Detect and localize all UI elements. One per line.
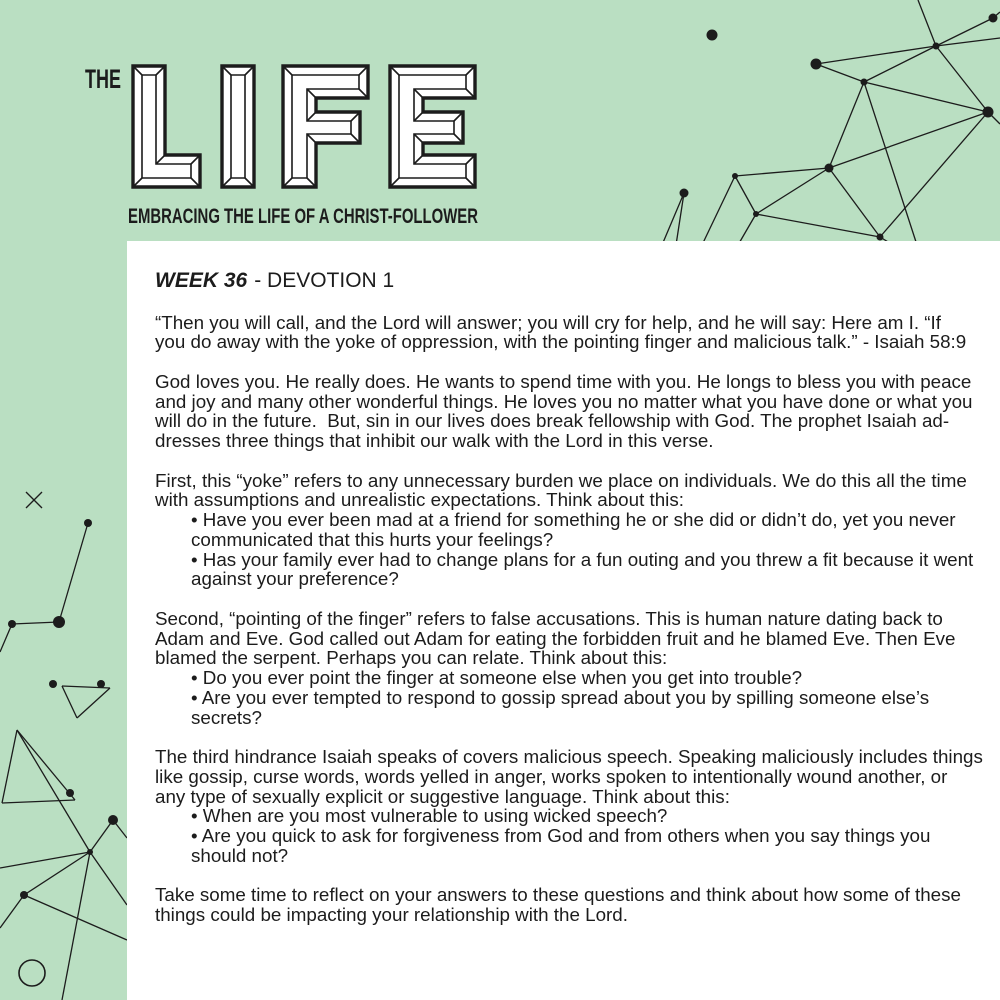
devotion-title [155,270,1000,292]
network-decoration-left [0,492,127,1000]
network-line [12,622,59,624]
paragraph-line: dresses three things that inhibit our walk with the Lord in this verse. [155,430,714,451]
devotion-body [155,313,1000,925]
network-node [707,30,718,41]
network-line [936,46,988,112]
the-label: THE [85,64,121,94]
network-line [735,176,756,214]
paragraph-line: Take some time to reflect on your answers to these questions and think about how some of these [155,884,961,906]
network-line [90,852,127,905]
paragraph [155,747,1000,866]
network-node [983,107,994,118]
network-node [680,189,689,198]
bullet-line: against your preference? [191,568,399,590]
network-line [17,730,90,852]
paragraph-line: Second, “pointing of the finger” refers to false accusations. This is human nature dating back to [155,607,943,629]
content-panel [127,241,1000,1000]
bullet-line: should not? [191,844,289,866]
network-line [918,0,936,46]
network-line [24,895,127,940]
network-decoration-top-right [662,0,1000,245]
paragraph [155,885,1000,925]
paragraph-line: with assumptions and unrealistic expectations. Think about this: [155,489,684,511]
network-line [59,523,88,622]
x-mark-icon [26,492,42,508]
paragraph [155,313,1000,353]
paragraph-line: blamed the serpent. Perhaps you can relate. Think about this: [155,647,668,669]
bullet-line: • Have you ever been mad at a friend for something he or she did or didn’t do, yet you never [191,509,956,530]
paragraph-line: you do away with the yoke of oppression, with the pointing finger and malicious talk.” - Isaiah 58:9 [155,331,967,353]
network-node [53,616,65,628]
network-node [108,815,118,825]
network-line [735,168,829,176]
paragraph-line: First, this “yoke” refers to any unnecessary burden we place on individuals. We do this all the time [155,469,967,491]
paragraph-line: “Then you will call, and the Lord will answer; you will cry for help, and he will say: Here am I. “If [155,311,941,333]
circle-outline-decoration [19,960,45,986]
network-node [732,173,738,179]
bullet-item [155,806,1000,826]
paragraph [155,609,1000,728]
network-node [989,14,998,23]
network-node [811,59,822,70]
network-line [829,168,880,237]
logo-letter-e [390,66,475,187]
bullet-line: • Has your family ever had to change plans for a fun outing and you threw a fit because it went [191,548,974,570]
paragraph-line: Adam and Eve. God called out Adam for eating the forbidden fruit and he blamed Eve. Then Eve [155,627,956,649]
paragraph [155,471,1000,590]
network-line [829,82,864,168]
bullet-item [155,510,1000,550]
network-node [933,43,940,50]
devotion-content [155,270,1000,945]
network-line [864,82,988,112]
bullet-line: secrets? [191,706,262,728]
network-node [20,891,28,899]
paragraph-line: things could be impacting your relationship with the Lord. [155,904,628,925]
paragraph-line: God loves you. He really does. He wants to spend time with you. He longs to bless you with peace [155,370,972,392]
bullet-line: communicated that this hurts your feelings? [191,528,554,550]
network-node [84,519,92,527]
network-line [77,688,110,718]
network-node [861,79,868,86]
paragraph-line: like gossip, curse words, words yelled in anger, works spoken to intentionally wound another, or [155,765,948,787]
network-line [0,895,24,928]
paragraph-line: will do in the future. But, sin in our lives does break fellowship with God. The prophet Isaiah ad- [155,410,950,432]
network-line [816,64,864,82]
paragraph-line: any type of sexually explicit or suggestive language. Think about this: [155,785,730,807]
network-node [97,680,105,688]
network-node [753,211,759,217]
network-line [702,176,735,245]
tagline: EMBRACING THE LIFE OF A CHRIST-FOLLOWER [128,205,478,228]
bullet-item [155,550,1000,590]
bullet-line: • When are you most vulnerable to using wicked speech? [191,805,668,827]
devotion-number-label: - DEVOTION 1 [254,269,395,292]
network-line [864,82,917,245]
network-node [825,164,834,173]
network-line [0,852,90,868]
network-node [87,849,93,855]
week-label: WEEK 36 [155,269,248,292]
bullet-line: • Are you quick to ask for forgiveness from God and from others when you say things you [191,825,931,846]
bullet-line: • Do you ever point the finger at someone else when you get into trouble? [191,667,803,688]
paragraph-line: The third hindrance Isaiah speaks of covers malicious speech. Speaking maliciously includes things [155,746,983,767]
network-line [62,852,90,1000]
network-line [662,193,684,245]
bullet-item [155,688,1000,728]
network-line [2,730,17,803]
paragraph-line: and joy and many other wonderful things. He loves you no matter what you have done or what you [155,390,973,412]
logo-letter-f [283,66,368,187]
network-line [756,214,880,237]
network-node [66,789,74,797]
network-line [90,820,113,852]
paragraph [155,372,1000,451]
bullet-line: • Are you ever tempted to respond to gossip spread about you by spilling someone else’s [191,686,930,708]
network-node [877,234,884,241]
bullet-item [155,826,1000,866]
network-line [0,624,12,652]
logo-letter-i [222,66,254,187]
network-node [8,620,16,628]
network-line [62,686,77,718]
network-node [49,680,57,688]
network-line [756,168,829,214]
network-line [2,800,75,803]
network-line [17,730,75,800]
bullet-item [155,668,1000,688]
header-logo [0,0,500,240]
life-logo-lettering [133,66,475,187]
logo-letter-l [133,66,200,187]
